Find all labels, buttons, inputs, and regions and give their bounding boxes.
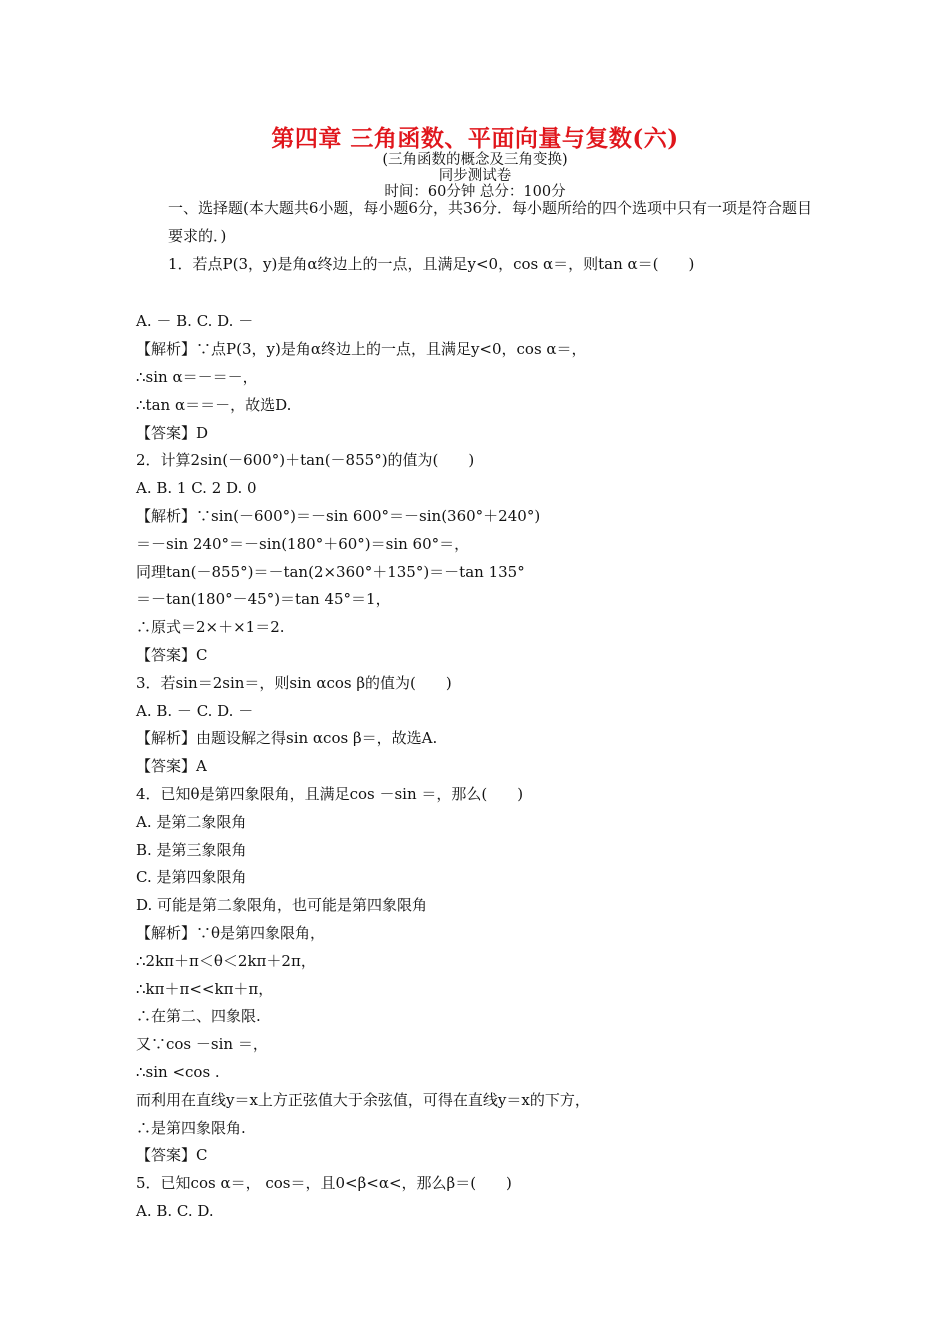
text-line: A. B. C. D. xyxy=(136,1201,214,1220)
document-body xyxy=(136,195,826,1226)
text-line: A. － B. C. D. － xyxy=(136,312,254,331)
text-line: 而利用在直线y＝x上方正弦值大于余弦值，可得在直线y＝x的下方， xyxy=(136,1090,590,1109)
text-line: 又∵cos －sin ＝， xyxy=(136,1035,268,1054)
text-line: 2．计算2sin(－600°)＋tan(－855°)的值为( ) xyxy=(136,451,475,470)
text-line: 3．若sin＝2sin＝，则sin αcos β的值为( ) xyxy=(136,673,452,692)
question-lines xyxy=(136,251,826,1226)
document-subtitle: (三角函数的概念及三角变换) xyxy=(382,152,568,168)
blank-line xyxy=(136,278,826,308)
text-line: ∴2kπ＋π＜θ＜2kπ＋2π， xyxy=(136,951,316,970)
text-line: 【解析】∵点P(3，y)是角α终边上的一点，且满足y<0，cos α＝， xyxy=(136,340,587,359)
section-intro: 一、选择题(本大题共6小题，每小题6分，共36分．每小题所给的四个选项中只有一项是符合题目要求的．) xyxy=(168,199,813,245)
document-title: 第四章 三角函数、平面向量与复数(六) xyxy=(271,125,679,152)
text-line: ＝－tan(180°－45°)＝tan 45°＝1， xyxy=(136,590,391,609)
text-line: A. B. － C. D. － xyxy=(136,701,254,720)
text-line: 1．若点P(3，y)是角α终边上的一点，且满足y<0，cos α＝，则tan α＝( ) xyxy=(168,254,695,273)
text-line: ∴sin α＝－＝－， xyxy=(136,367,258,386)
text-line: A. 是第二象限角 xyxy=(136,812,247,831)
text-line: B. 是第三象限角 xyxy=(136,840,247,859)
text-line: ∴在第二、四象限. xyxy=(136,1007,261,1026)
text-line: 【答案】C xyxy=(136,645,208,664)
text-line: ∴tan α＝＝－，故选D. xyxy=(136,395,292,414)
text-line: C. 是第四象限角 xyxy=(136,868,247,887)
text-line: ∴是第四象限角. xyxy=(136,1118,246,1137)
text-line: ∴原式＝2×＋×1＝2. xyxy=(136,618,285,637)
text-line: 【解析】∵θ是第四象限角， xyxy=(136,923,326,942)
text-line: ∴sin <cos . xyxy=(136,1062,220,1081)
text-line: 5．已知cos α＝， cos＝，且0<β<α<，那么β＝( ) xyxy=(136,1174,512,1193)
text-line: 4．已知θ是第四象限角，且满足cos －sin ＝，那么( ) xyxy=(136,784,524,803)
text-line: 【解析】由题设解之得sin αcos β＝，故选A. xyxy=(136,729,438,748)
text-line: D. 可能是第二象限角，也可能是第四象限角 xyxy=(136,896,428,915)
text-line: 【答案】A xyxy=(136,757,207,776)
test-label: 同步测试卷 xyxy=(438,168,512,184)
test-info: 时间：60分钟 总分：100分 xyxy=(384,184,566,200)
text-line: A. B. 1 C. 2 D. 0 xyxy=(136,479,257,498)
text-line: 【答案】D xyxy=(136,423,209,442)
text-line: 同理tan(－855°)＝－tan(2×360°＋135°)＝－tan 135° xyxy=(136,562,525,581)
text-line: 【解析】∵sin(－600°)＝－sin 600°＝－sin(360°＋240°) xyxy=(136,506,541,525)
text-line: ∴kπ＋π<<kπ＋π， xyxy=(136,979,274,998)
text-line: 【答案】C xyxy=(136,1146,208,1165)
text-line: ＝－sin 240°＝－sin(180°＋60°)＝sin 60°＝， xyxy=(136,534,470,553)
